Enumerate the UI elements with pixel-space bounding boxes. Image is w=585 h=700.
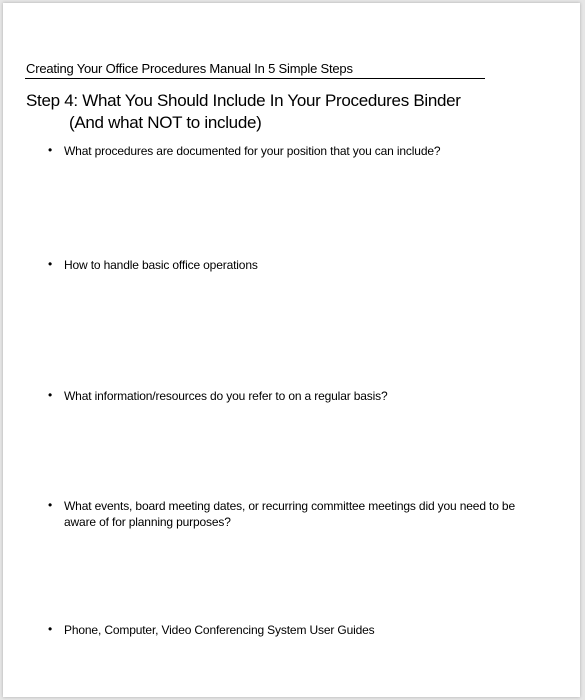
bullet-icon: • [48,388,53,402]
bullet-icon: • [48,257,53,271]
header-rule [25,78,485,79]
list-item: What information/resources do you refer to on a regular basis? [64,389,388,403]
bullet-icon: • [48,143,53,157]
document-page [3,3,580,697]
step-subtitle: (And what NOT to include) [69,113,262,132]
list-item: Phone, Computer, Video Conferencing System User Guides [64,623,375,637]
list-item: What procedures are documented for your position that you can include? [64,144,441,158]
bullet-icon: • [48,622,53,636]
running-header: Creating Your Office Procedures Manual In 5 Simple Steps [26,61,353,76]
bullet-icon: • [48,498,53,512]
step-title: Step 4: What You Should Include In Your Procedures Binder [26,91,461,110]
list-item: How to handle basic office operations [64,258,258,272]
list-item: What events, board meeting dates, or recurring committee meetings did you need to be aware of for planning purposes? [64,499,515,529]
